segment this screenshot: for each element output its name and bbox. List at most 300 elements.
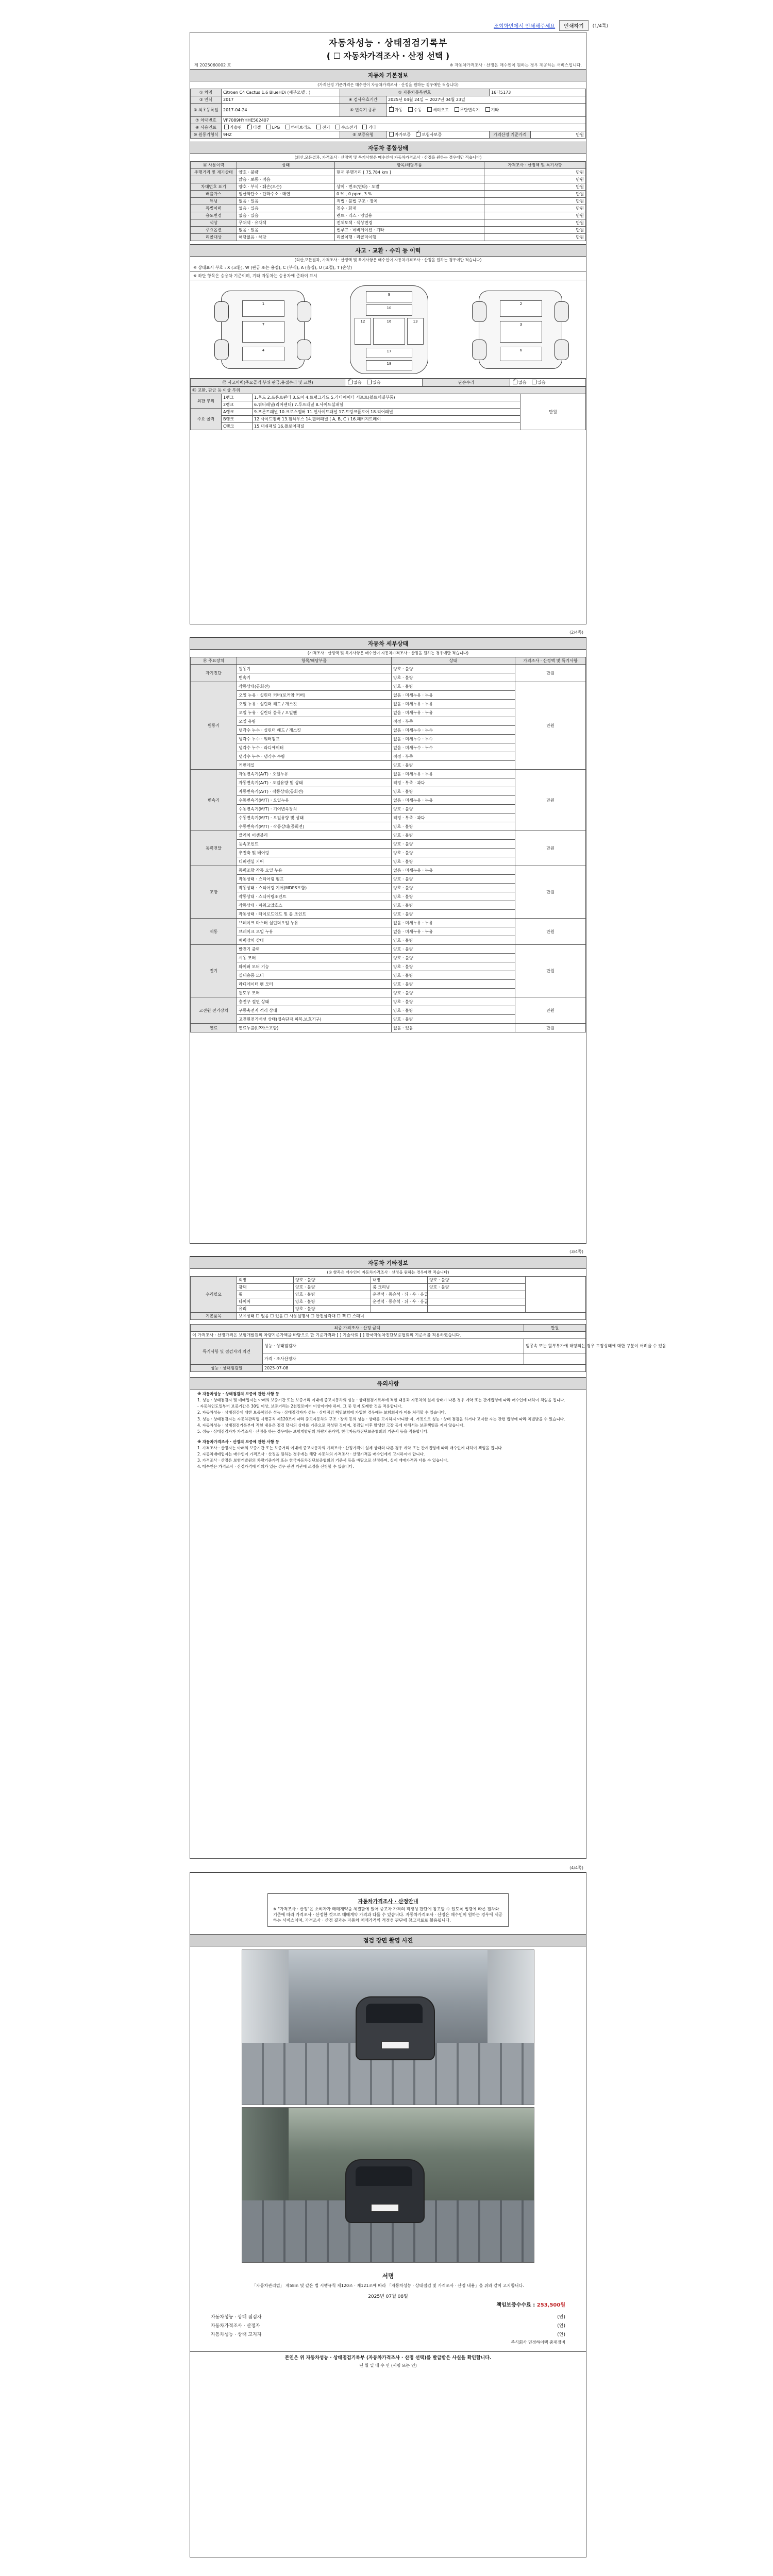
- detail-item: 실내송풍 모터: [237, 971, 392, 980]
- detail-state[interactable]: 양호 · 불량: [392, 901, 515, 910]
- exchange-items[interactable]: 6.쿼터패널(리어펜더) 7.루프패널 8.사이드실패널: [253, 401, 520, 409]
- motor-label: ⑩ 원동기형식: [191, 131, 222, 139]
- condition-state[interactable]: 없음 · 있음: [237, 212, 335, 219]
- detail-row: [191, 665, 586, 673]
- part-state-a[interactable]: 양호 · 불량: [294, 1306, 371, 1313]
- detail-state[interactable]: 양호 · 불량: [392, 673, 515, 682]
- condition-state[interactable]: 무채색 · 유채색: [237, 219, 335, 227]
- detail-group: 자기진단: [191, 665, 237, 682]
- detail-row: [191, 682, 586, 691]
- fuel-label: ⑧ 사용연료: [191, 124, 222, 131]
- condition-detail: 0 % , 0 ppm, 3 %: [335, 191, 484, 198]
- detail-state[interactable]: 없음 · 미세누유 · 누유: [392, 927, 515, 936]
- exchange-price: 만원: [520, 394, 586, 430]
- inspector-label: 성능 · 상태점검자: [263, 1339, 524, 1353]
- condition-note: 만원: [484, 205, 586, 212]
- final-price-unit: 만원: [524, 1325, 586, 1332]
- checkbox-icon[interactable]: [335, 125, 340, 129]
- condition-detail: 상이 · 변조(변타) · 도말: [335, 183, 484, 191]
- detail-state[interactable]: 양호 · 불량: [392, 849, 515, 857]
- fuel-options: 가솔린 ✓ 디젤 LPG 하이브리드 전기 수소전기 기타: [222, 124, 586, 131]
- part-roof[interactable]: 7: [242, 321, 284, 343]
- wheel-icon: [472, 340, 486, 360]
- price-guide-text: ※ "가격조사 · 산정"은 소비자가 매매계약을 체결함에 있어 중고차 가격의 적정성 판단에 참고할 수 있도록 법령에 따른 절차와 기준에 따라 가격조사 · 산정한 것으로 매매계약 가격과 다를 수 있습니다. 자동차가격조사 · 산정은 매수인이 원하는 경우에 제공하는 서비스이며, 가격조사 · 산정 결과는 자동차 매매가격의 적정성 판단에 참고자료로 활용됩니다.: [273, 1907, 502, 1923]
- checkbox-icon[interactable]: [266, 125, 271, 129]
- final-price-table: [190, 1324, 666, 1372]
- condition-detail: 침수 · 화재: [335, 205, 484, 212]
- exchange-table: [190, 386, 586, 430]
- price-guide-title: 자동차가격조사 · 산정안내: [358, 1899, 418, 1905]
- detail-item: 냉각수 누수 · 워터펌프: [237, 735, 392, 743]
- condition-detail: 리콜이행 · 리콜미이행: [335, 234, 484, 241]
- checkbox-icon[interactable]: [427, 107, 432, 112]
- detail-state[interactable]: 적정 · 부족: [392, 717, 515, 726]
- other-info-table: [190, 1276, 586, 1320]
- condition-note: 만원: [484, 176, 586, 183]
- checkbox-icon[interactable]: [362, 125, 367, 129]
- part-name-b: 운전석 · 동승석 · 뒤 · 우 · 응급: [371, 1291, 428, 1298]
- detail-state[interactable]: 양호 · 불량: [392, 831, 515, 840]
- detail-state[interactable]: 양호 · 불량: [392, 875, 515, 884]
- condition-label: [191, 176, 237, 183]
- page-1: [190, 32, 586, 624]
- notice-block-2: ※ 자동차가격조사 · 산정의 보증에 관한 사항 등 1. 가격조사 · 산정자는 아래의 보증기간 또는 보증거리 이내에 중고자동차의 가격조사 · 산정가격이 실제 상태와 다른 경우 계약 또는 관계법령에 따라 매수인에 대하여 책임을 집니다. 2. 자동차매매업자는 매수인이 가격조사 · 산정을 원하는 경우에는 해당 자동차의 가격조사 · 산정가격을 매수인에게 고지하여야 합니다. 3. 가격조사 · 산정은 보험개발원의 차량기준가액 또는 한국자동차진단보증협회의 기준서 등을 바탕으로 산정하며, 실제 매매가격과 다를 수 있습니다. 4. 매수인은 가격조사 · 산정가격에 이의가 있는 경우 관련 기관에 조정을 신청할 수 있습니다.: [190, 1437, 586, 1473]
- exchange-rank: A랭크: [222, 409, 253, 416]
- detail-group: 원동기: [191, 682, 237, 770]
- exchange-items[interactable]: 1.후드 2.프론트펜더 3.도어 4.트렁크리드 5.라디에이터 서포트(볼트체결부품): [253, 394, 520, 401]
- detail-state[interactable]: 양호 · 불량: [392, 761, 515, 770]
- detail-price: 만원: [515, 866, 586, 919]
- price-guide-box: [267, 1893, 509, 1927]
- special-remarks-label: 특기사항 및 점검자의 의견: [191, 1339, 263, 1365]
- detail-state[interactable]: 양호 · 불량: [392, 997, 515, 1006]
- part-state-a[interactable]: 양호 · 불량: [294, 1298, 371, 1306]
- detail-item: 윈도우 모터: [237, 989, 392, 997]
- basic-info-note: (가격산정 기준가격은 매수인이 자동차가격조사 · 산정을 원하는 경우에만 적습니다): [317, 82, 459, 87]
- print-notice-link[interactable]: 조회화면에서 인쇄해주세요: [494, 23, 556, 29]
- detail-state[interactable]: 적정 · 부족: [392, 752, 515, 761]
- checkbox-icon[interactable]: [485, 107, 490, 112]
- checkbox-icon[interactable]: [513, 380, 517, 384]
- condition-note: 만원: [484, 183, 586, 191]
- year-value: 2017: [222, 96, 340, 104]
- condition-label: 용도변경: [191, 212, 237, 219]
- inspection-date-label: 성능 · 상태점검일: [191, 1365, 263, 1372]
- part-state-a[interactable]: 양호 · 불량: [294, 1291, 371, 1298]
- wheel-icon: [472, 301, 486, 322]
- fee-row: [190, 2299, 586, 2309]
- detail-price: 만원: [515, 682, 586, 770]
- condition-note: 만원: [484, 198, 586, 205]
- exchange-rank: 1랭크: [222, 394, 253, 401]
- signer-row: [190, 2330, 586, 2338]
- signer-mark: (인): [557, 2315, 565, 2320]
- condition-note: 만원: [484, 169, 586, 176]
- buyer-confirm: 본인은 위 자동차성능 · 상태점검기록부 (자동차가격조사 · 산정 선택)를 발급받은 사실을 확인합니다.: [190, 2351, 586, 2363]
- detail-price: 만원: [515, 997, 586, 1024]
- warranty-options: 자가보증 ✓ 보험사보증: [386, 131, 490, 139]
- transmission-label: ⑥ 변속기 종류: [340, 104, 386, 117]
- fee-value: 253,500원: [536, 2302, 565, 2309]
- detail-state[interactable]: 양호 · 불량: [392, 962, 515, 971]
- detail-state[interactable]: 없음 · 미세누수 · 누수: [392, 743, 515, 752]
- accident-summary-table: [190, 379, 586, 386]
- inspection-photo-1: [242, 1950, 534, 2105]
- detail-item: 냉각수 누수 · 라디에이터: [237, 743, 392, 752]
- checkbox-icon[interactable]: [455, 107, 459, 112]
- condition-label: 배출가스: [191, 191, 237, 198]
- page-indicator: (1/4쪽): [592, 23, 608, 29]
- document-number: 제 2025060002 호: [194, 63, 231, 67]
- detail-item: 작동상태(공회전): [237, 682, 392, 691]
- detail-price: 만원: [515, 919, 586, 945]
- accident-history-options: ✓ 없음 있음: [345, 379, 423, 386]
- condition-note: 만원: [484, 212, 586, 219]
- checkbox-icon[interactable]: [416, 132, 421, 137]
- part-state-b[interactable]: [428, 1291, 526, 1298]
- part-state-b[interactable]: [428, 1306, 526, 1313]
- checkbox-icon[interactable]: [408, 107, 413, 112]
- detail-row: [191, 919, 586, 927]
- first-reg-label: ⑤ 최초등록일: [191, 104, 222, 117]
- basic-items-value: 보유상태 ☐ 없음 ☐ 있음 ☐ 사용설명서 ☐ 안전삼각대 ☐ 잭 ☐ 스패너: [237, 1313, 586, 1320]
- page-3-number: (3/4쪽): [569, 1249, 583, 1254]
- detail-state[interactable]: 없음 · 미세누유 · 누유: [392, 919, 515, 927]
- detail-item: 라디에이터 팬 모터: [237, 980, 392, 989]
- condition-state[interactable]: 양호 · 불량: [237, 169, 335, 176]
- detail-item: 냉각수 누수 · 실린더 헤드 / 개스킷: [237, 726, 392, 735]
- condition-row: [191, 176, 586, 183]
- detail-price: 만원: [515, 770, 586, 831]
- detail-state[interactable]: 없음 · 미세누유 · 누유: [392, 708, 515, 717]
- company-row: [190, 2338, 586, 2346]
- detail-item: 등속조인트: [237, 840, 392, 849]
- condition-state[interactable]: 일산화탄소 · 탄화수소 · 매연: [237, 191, 335, 198]
- condition-note: 만원: [484, 219, 586, 227]
- sign-text: 「자동차관리법」 제58조 및 같은 법 시행규칙 제120조 · 제121조에 따라 「자동차성능 · 상태점검 및 가격조사 · 산정 내용」을 위와 같이 고지합니다.: [252, 2283, 524, 2289]
- checkbox-icon[interactable]: [285, 125, 290, 129]
- detail-item: 연료누출(LP가스포함): [237, 1024, 392, 1032]
- part-hood[interactable]: 1: [242, 300, 284, 317]
- wheel-icon: [214, 340, 229, 360]
- part-trunk-floor[interactable]: 17: [366, 348, 412, 358]
- condition-detail: [335, 176, 484, 183]
- condition-state[interactable]: 없음 · 있음: [237, 198, 335, 205]
- checkbox-icon[interactable]: [348, 380, 352, 384]
- part-state-a[interactable]: 양호 · 불량: [294, 1284, 371, 1291]
- document-number-row: [190, 61, 586, 69]
- sign-date: 2025년 07월 08일: [368, 2294, 408, 2300]
- notice-block-1: ※ 자동차성능 · 상태점검의 보증에 관한 사항 등 1. 성능 · 상태점검자 및 매매업자는 아래의 보증기간 또는 보증거리 이내에 중고자동차의 성능 · 상태점검기록부에 적힌 내용과 자동차의 실제 상태가 다른 경우 계약 또는 관계법령에 따라 매수인에 대하여 책임을 집니다. - 자동차인도일부터 보증기간은 30일 이상, 보증거리는 2천킬로미터 이상이어야 하며, 그 중 먼저 도래한 것을 적용합니다. 2. 자동차성능 · 상태점검에 대한 보증책임은 성능 · 상태점검자가 성능 · 상태점검 책임보험에 가입한 경우에는 보험회사가 이를 처리할 수 있습니다. 3. 성능 · 상태점검자는 자동차관리법 시행규칙 제120조에 따라 중고자동차의 구조 · 장치 등의 성능 · 상태를 고지하지 아니한 자, 거짓으로 성능 · 상태 점검을 하거나 고지한 자는 관련 법령에 따라 처벌받을 수 있습니다. 4. 자동차성능 · 상태점검기록부에 적힌 내용은 점검 당시의 상태를 기준으로 작성된 것이며, 점검일 이후 발생한 고장 등에 대해서는 보증책임을 지지 않습니다. 5. 성능 · 상태점검자가 가격조사 · 산정을 하는 경우에는 보험개발원의 차량기준가액, 한국자동차진단보증협회의 기준서 등을 적용합니다.: [190, 1389, 586, 1437]
- detail-state[interactable]: 양호 · 불량: [392, 971, 515, 980]
- condition-state[interactable]: 없음 · 있음: [237, 227, 335, 234]
- basic-items-label: 기본품목: [191, 1313, 237, 1320]
- part-state-b[interactable]: [428, 1298, 526, 1306]
- notice-line: - 자동차인도일부터 보증기간은 30일 이상, 보증거리는 2천킬로미터 이상이어야 하며, 그 중 먼저 도래한 것을 적용합니다.: [197, 1404, 403, 1409]
- detail-item: 변속기: [237, 673, 392, 682]
- part-door[interactable]: 3: [500, 321, 542, 343]
- detail-group: 변속기: [191, 770, 237, 831]
- notice-line: 1. 가격조사 · 산정자는 아래의 보증기간 또는 보증거리 이내에 중고자동차의 가격조사 · 산정가격이 실제 상태와 다른 경우 계약 또는 관계법령에 따라 매수인에 대하여 책임을 집니다.: [197, 1446, 503, 1450]
- car-name-value: Citroen C4 Cactus 1.6 BlueHDi: [223, 90, 286, 95]
- notice-line: 3. 성능 · 상태점검자는 자동차관리법 시행규칙 제120조에 따라 중고자동차의 구조 · 장치 등의 성능 · 상태를 고지하지 아니한 자, 거짓으로 성능 · 상태 점검을 하거나 고지한 자는 관련 법령에 따라 처벌받을 수 있습니다.: [197, 1416, 565, 1421]
- detail-item: 작동상태 · 파워고압호스: [237, 901, 392, 910]
- detail-row: [191, 831, 586, 840]
- condition-state[interactable]: 많음 · 보통 · 적음: [237, 176, 335, 183]
- condition-detail: 전체도색 · 색상변경: [335, 219, 484, 227]
- condition-note: 만원: [484, 234, 586, 241]
- detail-state[interactable]: 없음 · 미세누수 · 누수: [392, 735, 515, 743]
- detail-state[interactable]: 적정 · 부족 · 과다: [392, 814, 515, 822]
- detail-item: 수동변속기(M/T) · 기어변속장치: [237, 805, 392, 814]
- sign-title: 서명: [190, 2270, 586, 2282]
- wheel-icon: [554, 340, 569, 360]
- detail-group: 제동: [191, 919, 237, 945]
- part-trunk[interactable]: 4: [242, 347, 284, 361]
- condition-state[interactable]: 양호 · 부식 · 훼손(오손): [237, 183, 335, 191]
- section-accident: 사고 · 교환 · 수리 등 이력: [190, 244, 586, 257]
- exchange-rank: C랭크: [222, 423, 253, 430]
- car-outline-rear: [479, 291, 562, 369]
- document-subtitle: ( ☐ 자동차가격조사 · 산정 선택 ): [326, 51, 450, 61]
- condition-row: [191, 169, 586, 176]
- outer-panel-label: 외판 부위: [191, 394, 222, 409]
- condition-label: 튜닝: [191, 198, 237, 205]
- wheel-icon: [297, 301, 311, 322]
- checkbox-icon[interactable]: [247, 125, 252, 129]
- notice-line: 2. 자동차매매업자는 매수인이 가격조사 · 산정을 원하는 경우에는 해당 자동차의 가격조사 · 산정가격을 매수인에게 고지하여야 합니다.: [197, 1452, 425, 1457]
- part-front-panel[interactable]: 9: [366, 291, 412, 302]
- condition-detail: 썬루프 · 네비게이션 · 기타: [335, 227, 484, 234]
- exchange-head: ⑬ 교환, 판금 등 이상 부위: [191, 387, 586, 394]
- parts-row: [191, 1277, 586, 1284]
- checkbox-icon[interactable]: [532, 380, 536, 384]
- repair-needed-label: 수리필요: [191, 1277, 237, 1313]
- inspection-photo-2: [242, 2107, 534, 2263]
- condition-detail: 적법 · 불법 구조 · 장치: [335, 198, 484, 205]
- buyer-sign-line: 년 월 일 매 수 인 (서명 또는 인): [359, 2363, 417, 2368]
- condition-row: [191, 198, 586, 205]
- condition-state[interactable]: 없음 · 있음: [237, 205, 335, 212]
- condition-row: [191, 183, 586, 191]
- detail-row: [191, 1024, 586, 1032]
- notice-line: 3. 가격조사 · 산정은 보험개발원의 차량기준가액 또는 한국자동차진단보증협회의 기준서 등을 바탕으로 산정하며, 실제 매매가격과 다를 수 있습니다.: [197, 1458, 449, 1463]
- car-outline-frame: [350, 285, 428, 374]
- detail-item: 자동변속기(A/T) · 오일유량 및 상태: [237, 778, 392, 787]
- notice-line: 5. 성능 · 상태점검자가 가격조사 · 산정을 하는 경우에는 보험개발원의 차량기준가액, 한국자동차진단보증협회의 기준서 등을 적용합니다.: [197, 1429, 429, 1434]
- detail-item: 동력조향 작동 오일 누유: [237, 866, 392, 875]
- detail-state[interactable]: 양호 · 불량: [392, 936, 515, 945]
- part-cross-member[interactable]: 10: [366, 304, 412, 316]
- inspector-text: 범공속 또는 할부부가에 해당되는 경우 도장상태에 대한 구분이 어려울 수 있음: [524, 1339, 586, 1353]
- detail-row: [191, 997, 586, 1006]
- condition-label: 특별이력: [191, 205, 237, 212]
- car-outline-front: [221, 291, 305, 369]
- detail-item: 작동상태 · 스티어링 펌프: [237, 875, 392, 884]
- detail-item: 커먼레일: [237, 761, 392, 770]
- exchange-items[interactable]: 15.대쉬패널 16.플로어패널: [253, 423, 520, 430]
- detail-state[interactable]: 없음 · 미세누유 · 누유: [392, 796, 515, 805]
- detail-state[interactable]: 양호 · 불량: [392, 1006, 515, 1015]
- wheel-icon: [214, 301, 229, 322]
- condition-state[interactable]: 해당없음 · 해당: [237, 234, 335, 241]
- notice-title: 유의사항: [190, 1377, 586, 1389]
- detail-state[interactable]: 양호 · 불량: [392, 822, 515, 831]
- vin-label: ⑦ 차대번호: [191, 117, 222, 124]
- checkbox-icon[interactable]: [389, 107, 394, 112]
- transmission-options: ✓ 자동 수동 세미오토 무단변속기 기타: [386, 104, 586, 117]
- condition-row: [191, 234, 586, 241]
- detail-note: (가격조사 · 산정액 및 특기사항은 매수인이 자동차가격조사 · 산정을 원하는 경우에만 적습니다): [307, 651, 469, 655]
- detail-state[interactable]: 양호 · 불량: [392, 665, 515, 673]
- checkbox-icon[interactable]: [367, 380, 372, 384]
- basic-info-table: [190, 89, 586, 139]
- part-name-a: 외장: [237, 1277, 294, 1284]
- page-3: [190, 1256, 666, 1859]
- detail-state[interactable]: 양호 · 불량: [392, 1015, 515, 1024]
- part-front-fender[interactable]: 2: [500, 300, 542, 317]
- part-name-a: 타이어: [237, 1298, 294, 1306]
- detail-item: 오일 누유 · 실린더 커버(로커암 커버): [237, 691, 392, 700]
- detail-group: 동력전달: [191, 831, 237, 866]
- part-state-b[interactable]: 양호 · 불량: [428, 1277, 526, 1284]
- detail-state[interactable]: 없음 · 미세누유 · 누유: [392, 770, 515, 778]
- price-basis-note: 이 가격조사 · 산정가격은 보험개발원의 차량기준가액을 바탕으로 한 기준가격과 [ ] 기술사회 [ ] 한국자동차진단보증협회의 기준서를 적용하였습니다.: [191, 1332, 586, 1339]
- car-rear-image: [345, 2159, 425, 2223]
- detail-state[interactable]: 양호 · 불량: [392, 840, 515, 849]
- detail-state[interactable]: 없음 · 미세누유 · 누유: [392, 866, 515, 875]
- detail-item: 와이퍼 모터 기능: [237, 962, 392, 971]
- detail-state[interactable]: 양호 · 불량: [392, 989, 515, 997]
- detail-state[interactable]: 양호 · 불량: [392, 945, 515, 954]
- detail-price: 만원: [515, 945, 586, 997]
- detail-state[interactable]: 양호 · 불량: [392, 805, 515, 814]
- part-name-a: 휠: [237, 1291, 294, 1298]
- detail-item: 오일 누유 · 실린더 블록 / 오일팬: [237, 708, 392, 717]
- checkbox-icon[interactable]: [389, 132, 394, 137]
- accident-history-label: ⑫ 사고이력(주요골격 부위 판금,용접수리 및 교환): [191, 379, 345, 386]
- detail-item: 구동축전지 격리 상태: [237, 1006, 392, 1015]
- warranty-label: ⑨ 보증유형: [340, 131, 386, 139]
- detail-item: 브레이크 마스터 실린더오일 누유: [237, 919, 392, 927]
- fee-label: 책임보증수수료 :: [496, 2302, 535, 2309]
- detail-state[interactable]: 양호 · 불량: [392, 884, 515, 892]
- detail-item: 배력장치 상태: [237, 936, 392, 945]
- detail-item: 작동상태 · 스티어링조인트: [237, 892, 392, 901]
- detail-group: 연료: [191, 1024, 237, 1032]
- part-floor-panel[interactable]: 16: [373, 318, 405, 345]
- detail-item: 수동변속기(M/T) · 작동상태(공회전): [237, 822, 392, 831]
- detail-state[interactable]: 양호 · 불량: [392, 910, 515, 919]
- condition-detail: 현재 주행거리 [ 75,784 km ]: [335, 169, 484, 176]
- frame-label: 주요 골격: [191, 409, 222, 430]
- detail-group: 고전원 전기장치: [191, 997, 237, 1024]
- car-detail-model: (세부모델 : ): [287, 90, 311, 95]
- detail-price: 만원: [515, 1024, 586, 1032]
- photo-title: 점검 장면 촬영 사진: [190, 1934, 586, 1946]
- detail-item: 작동상태 · 타이로드엔드 및 볼 조인트: [237, 910, 392, 919]
- detail-item: 수동변속기(M/T) · 오일누유: [237, 796, 392, 805]
- detail-state[interactable]: 양호 · 불량: [392, 980, 515, 989]
- detail-state[interactable]: 없음 · 미세누수 · 누수: [392, 726, 515, 735]
- detail-item: 자동변속기(A/T) · 오일누유: [237, 770, 392, 778]
- condition-row: [191, 205, 586, 212]
- signer-row: [190, 2321, 586, 2330]
- detail-item: 오일 유량: [237, 717, 392, 726]
- detail-state[interactable]: 양호 · 불량: [392, 892, 515, 901]
- detail-state[interactable]: 없음 · 있음: [392, 1024, 515, 1032]
- checkbox-icon[interactable]: [316, 125, 321, 129]
- detail-item: 냉각수 누수 · 냉각수 수량: [237, 752, 392, 761]
- detail-item: 자동변속기(A/T) · 작동상태(공회전): [237, 787, 392, 796]
- signer-role: 자동차성능 · 상태 고지자: [211, 2332, 262, 2338]
- inspection-date-value: 2025-07-08: [263, 1365, 586, 1372]
- wheel-icon: [297, 340, 311, 360]
- notice-line: 1. 성능 · 상태점검자 및 매매업자는 아래의 보증기간 또는 보증거리 이내에 중고자동차의 성능 · 상태점검기록부에 적힌 내용과 자동차의 실제 상태가 다른 경우 계약 또는 관계법령에 따라 매수인에 대하여 책임을 집니다.: [197, 1398, 565, 1403]
- price-basis-label: 가격산정 기준가격: [490, 131, 531, 139]
- detail-item: 오일 누유 · 실린더 헤드 / 개스킷: [237, 700, 392, 708]
- part-quarter-panel[interactable]: 6: [500, 347, 542, 361]
- detail-price: 만원: [515, 831, 586, 866]
- accident-legend-2: ※ 하단 항목은 승용차 기준이며, 기타 자동차는 승용차에 준하여 표시: [190, 272, 586, 280]
- detail-table: ⑭ 주요장치 항목/해당부품 상태 가격조사 · 산정액 및 특기사항 자기진단 원동기 양호 · 불량 만원 변속기 양호 · 불량 원동기 작동상태(공회전) 양호 · 불량 만원 오일 누유 · 실린더 커버(로커암 커버) 없음 · 미세누유 · 누유 오일 누유 · 실린더 헤드 / 개스킷 없음 · 미세누유 · 누유 오일 누유 · 실린더 블록 / 오일팬 없음 · 미세누유 · 누유 오일 유량 적정 · 부족 냉각수 누수 · 실린더 헤드 / 개스킷 없음 · 미세누수 · 누수 냉각수 누수 · 워터펌프 없음 · 미세누수 · 누수 냉각수 누수 · 라디에이터 없음 · 미세누수 · 누수 냉각수 누수 · 냉각수 수량 적정 · 부족 커먼레일 양호 · 불량 변속기 자동변속기(A/T) · 오일누유 없음 · 미세누유 · 누유 만원 자동변속기(A/T) · 오일유량 및 상태 적정 · 부족 · 과다 자동변속기(A/T) · 작동상태(공회전) 양호 · 불량 수동변속기(M/T) · 오일누유 없음 · 미세누유 · 누유 수동변속기(M/T) · 기어변속장치 양호 · 불량 수동변속기(M/T) · 오일유량 및 상태 적정 · 부족 · 과다 수동변속기(M/T) · 작동상태(공회전) 양호 · 불량 동력전달 클러치 어셈블리 양호 · 불량 만원 등속조인트 양호 · 불량 추진축 및 베어링 양호 · 불량 디퍼렌셜 기어 양호 · 불량 조향 동력조향 작동 오일 누유 없음 · 미세누유 · 누유 만원 작동상태 · 스티어링 펌프 양호 · 불량 작동상태 · 스티어링 기어(MDPS포함) 양호 · 불량 작동상태 · 스티어링조인트 양호 · 불량 작동상태 · 파워고압호스 양호 · 불량 작동상태 · 타이로드엔드 및 볼 조인트 양호 · 불량 제동 브레이크 마스터 실린더오일 누유 없음 · 미세누유 · 누유 만원 브레이크 오일 누유 없음 · 미세누유 · 누유 배력장치 상태 양호 · 불량 전기 발전기 출력 양호 · 불량 만원 시동 모터 양호 · 불량 와이퍼 모터 기능 양호 · 불량 실내송풍 모터 양호 · 불량 라디에이터 팬 모터 양호 · 불량 윈도우 모터 양호 · 불량 고전원 전기장치 충전구 절연 상태 양호 · 불량 만원 구동축전지 격리 상태 양호 · 불량 고전원전기배선 상태(접속단자,피복,보호기구) 양호 · 불량 연료 연료누출(LP가스포함) 없음 · 있음 만원: [190, 657, 586, 1032]
- condition-detail: 렌트 · 리스 · 영업용: [335, 212, 484, 219]
- document-title: 자동차성능 · 상태점검기록부: [328, 38, 448, 48]
- checkbox-icon[interactable]: [224, 125, 229, 129]
- detail-state[interactable]: 양호 · 불량: [392, 787, 515, 796]
- part-state-b[interactable]: 양호 · 불량: [428, 1284, 526, 1291]
- part-name-b: 룸 크리닝: [371, 1284, 428, 1291]
- condition-note: 만원: [484, 191, 586, 198]
- part-rear-panel[interactable]: 18: [366, 360, 412, 370]
- detail-group: 전기: [191, 945, 237, 997]
- condition-label: 색상: [191, 219, 237, 227]
- part-wheel-house[interactable]: 13: [407, 318, 424, 345]
- signer-row: [190, 2312, 586, 2321]
- detail-state[interactable]: 양호 · 불량: [392, 682, 515, 691]
- page-4-number: (4/4쪽): [569, 1866, 583, 1870]
- detail-row: [191, 866, 586, 875]
- car-damage-diagram: [190, 280, 586, 379]
- detail-state[interactable]: 양호 · 불량: [392, 954, 515, 962]
- part-name-b: 내장: [371, 1277, 428, 1284]
- detail-state[interactable]: 없음 · 미세누유 · 누유: [392, 700, 515, 708]
- detail-state[interactable]: 적정 · 부족 · 과다: [392, 778, 515, 787]
- exchange-rank: 2랭크: [222, 401, 253, 409]
- detail-price: 만원: [515, 665, 586, 682]
- exchange-items[interactable]: 12.사이드멤버 13.휠하우스 14.필러패널 ( A, B, C ) 16.패키지트레이: [253, 416, 520, 423]
- detail-item: 발전기 출력: [237, 945, 392, 954]
- company-name: 주식회사 민정하이텍 중재정비: [511, 2340, 565, 2345]
- detail-state[interactable]: 양호 · 불량: [392, 857, 515, 866]
- other-info-note: (① 항목은 매수인이 자동차가격조사 · 산정을 원하는 경우에만 적습니다): [327, 1270, 449, 1275]
- part-state-a[interactable]: 양호 · 불량: [294, 1277, 371, 1284]
- signer-role: 자동차가격조사 · 산정자: [211, 2324, 260, 2329]
- document-note: ※ 자동차가격조사 · 산정은 매수인이 원하는 경우 제공하는 서비스입니다.: [449, 63, 582, 67]
- detail-state[interactable]: 없음 · 미세누유 · 누유: [392, 691, 515, 700]
- condition-label: 주요옵션: [191, 227, 237, 234]
- exchange-items[interactable]: 9.프론트패널 10.크로스멤버 11.인사이드패널 17.트렁크플로어 18.리어패널: [253, 409, 520, 416]
- final-price-label: 최종 가격조사 · 산정 금액: [191, 1325, 524, 1332]
- part-name-a: 유리: [237, 1306, 294, 1313]
- part-side-member[interactable]: 12: [355, 318, 371, 345]
- price-inspector-label: 가격 · 조사산정자: [263, 1353, 524, 1365]
- condition-row: [191, 191, 586, 198]
- exchange-rank: B랭크: [222, 416, 253, 423]
- condition-label: 리콜대상: [191, 234, 237, 241]
- valid-period-label: ④ 검사유효기간: [340, 96, 386, 104]
- print-button[interactable]: 인쇄하기: [559, 20, 589, 31]
